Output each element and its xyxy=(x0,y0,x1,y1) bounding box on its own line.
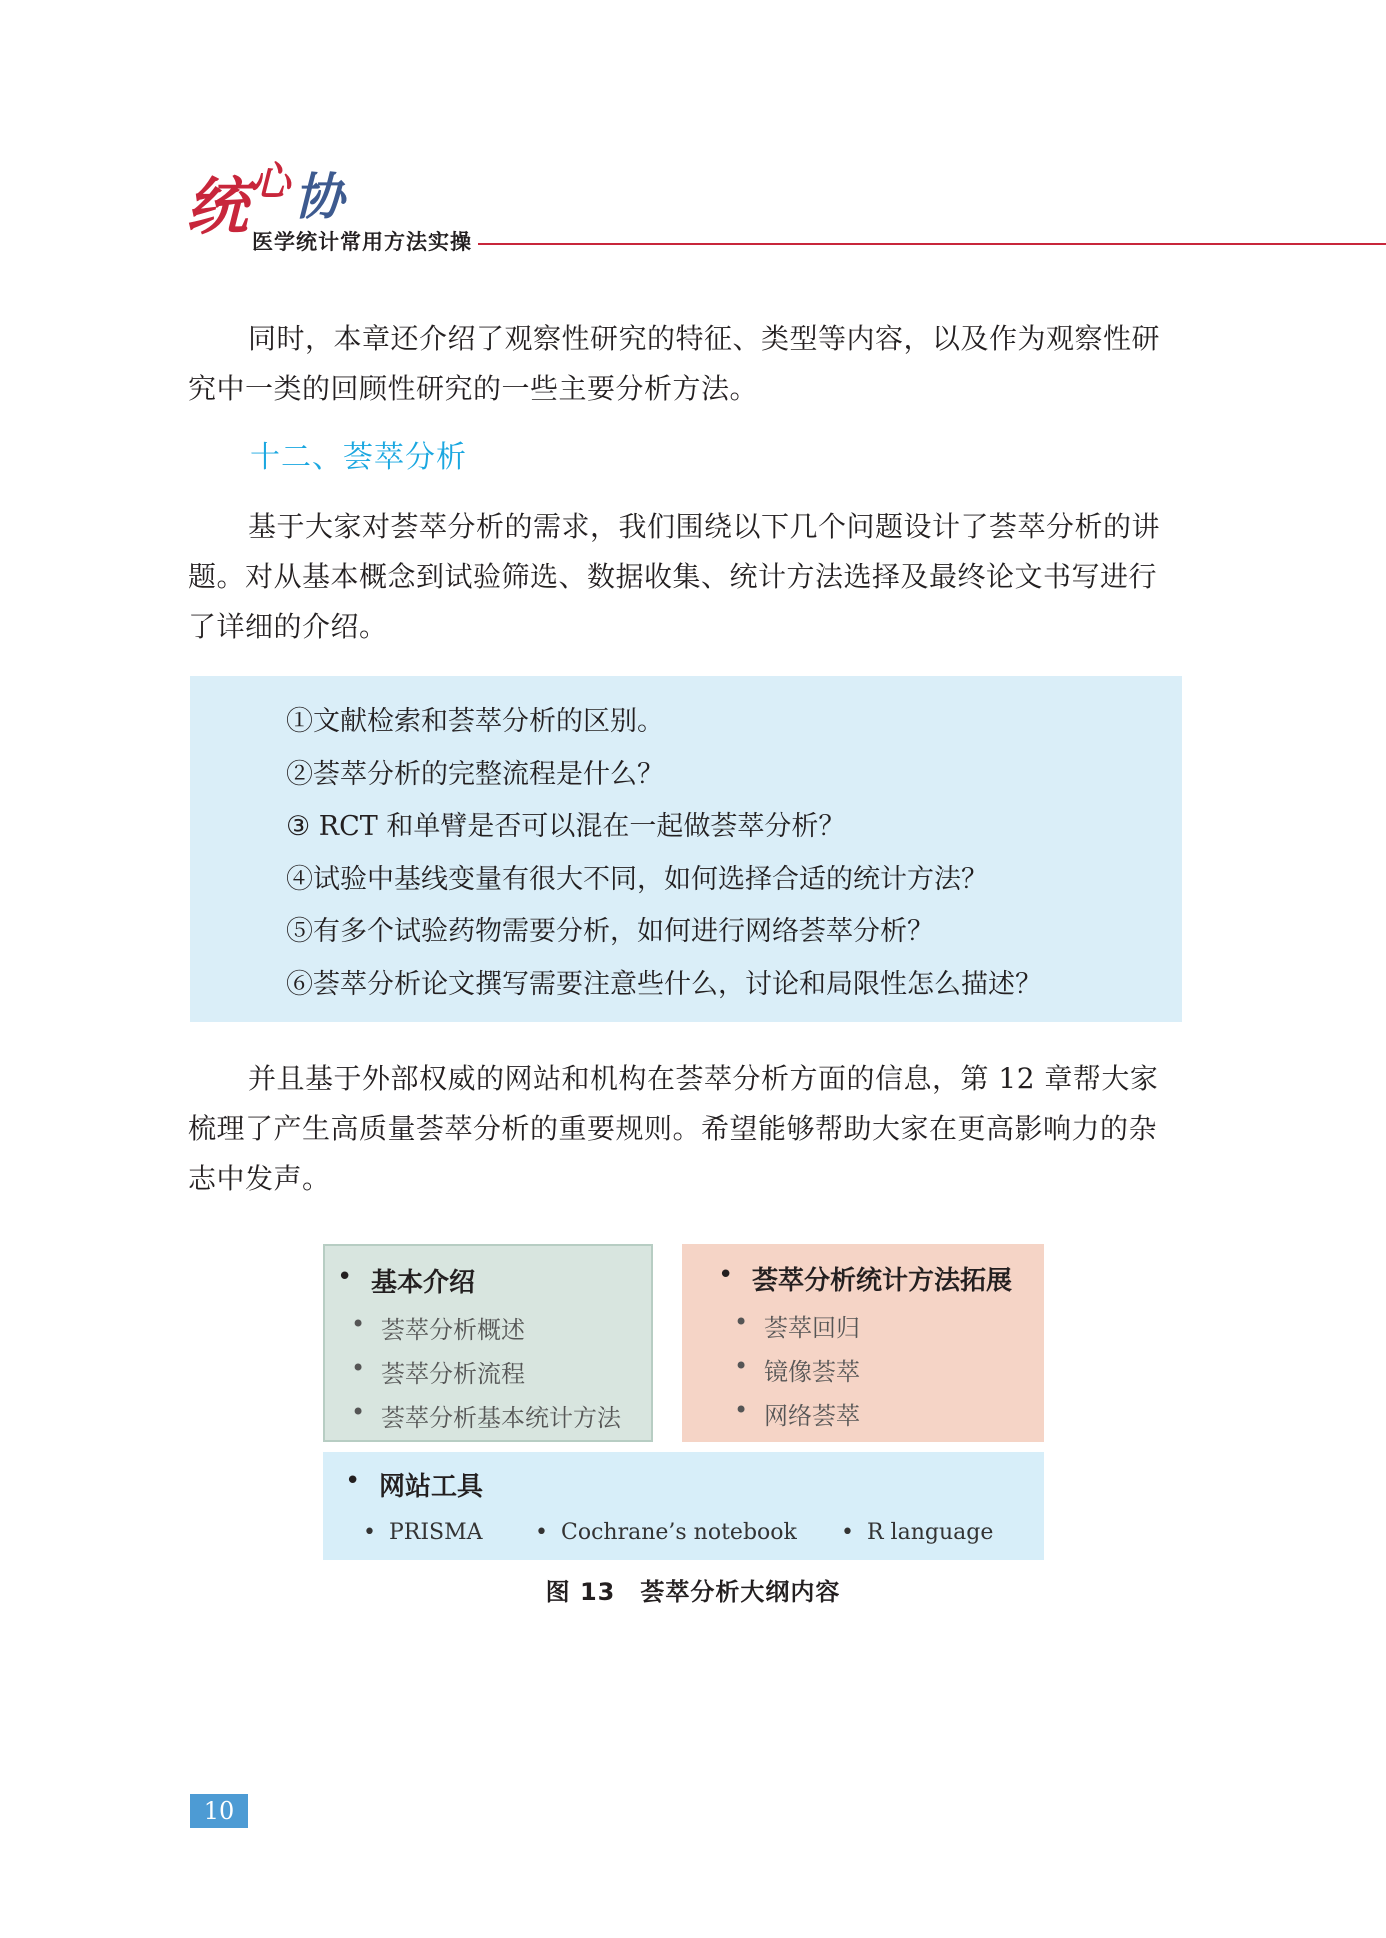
figure-basic-title: • 基本介绍 xyxy=(371,1262,475,1299)
page-number: 10 xyxy=(190,1794,248,1828)
paragraph-observational: 同时，本章还介绍了观察性研究的特征、类型等内容，以及作为观察性研究中一类的回顾性研究的一些主要分析方法。 xyxy=(188,322,1161,405)
logo-char-xin: 心 xyxy=(250,158,290,205)
figure-extension-item: • 荟萃回归 xyxy=(764,1308,860,1343)
figure-extension-item: • 镜像荟萃 xyxy=(764,1352,860,1387)
figure-tools-title: • 网站工具 xyxy=(379,1466,483,1503)
paragraph-meta-intro: 基于大家对荟萃分析的需求，我们围绕以下几个问题设计了荟萃分析的讲题。对从基本概念到试验筛选、数据收集、统计方法选择及最终论文书写进行了详细的介绍。 xyxy=(188,510,1161,643)
book-subtitle: 医学统计常用方法实操 xyxy=(252,229,472,254)
figure-extension-item: • 网络荟萃 xyxy=(764,1396,860,1431)
question-item: ④试验中基线变量有很大不同，如何选择合适的统计方法？ xyxy=(286,863,988,895)
figure-tools-box xyxy=(323,1452,1044,1560)
paragraph-rules: 并且基于外部权威的网站和机构在荟萃分析方面的信息，第 12 章帮大家梳理了产生高质量荟萃分析的重要规则。希望能够帮助大家在更高影响力的杂志中发声。 xyxy=(188,1062,1159,1195)
figure-basic-item: • 荟萃分析概述 xyxy=(381,1310,525,1345)
header-divider xyxy=(478,243,1386,245)
figure-basic-item: • 荟萃分析基本统计方法 xyxy=(381,1398,621,1433)
question-item: ⑥荟萃分析论文撰写需要注意些什么，讨论和局限性怎么描述？ xyxy=(286,968,1042,1000)
question-item: ③ RCT 和单臂是否可以混在一起做荟萃分析？ xyxy=(286,811,846,842)
question-item: ①文献检索和荟萃分析的区别。 xyxy=(286,706,664,737)
logo-char-xie: 协 xyxy=(294,167,344,226)
figure-extension-box xyxy=(682,1244,1044,1442)
logo-char-tong: 统 xyxy=(186,170,249,243)
question-item: ②荟萃分析的完整流程是什么？ xyxy=(286,758,664,790)
question-list xyxy=(286,696,1042,1011)
question-box xyxy=(190,676,1182,1022)
figure-tool-item: • Cochrane’s notebook xyxy=(561,1520,797,1545)
figure-basic-intro-box xyxy=(323,1244,653,1442)
figure-caption: 图 13 荟萃分析大纲内容 xyxy=(545,1578,841,1606)
figure-extension-title: • 荟萃分析统计方法拓展 xyxy=(752,1260,1012,1297)
figure-tool-item: • PRISMA xyxy=(389,1520,483,1545)
figure-basic-item: • 荟萃分析流程 xyxy=(381,1354,525,1389)
figure-tool-item: • R language xyxy=(867,1520,993,1545)
question-item: ⑤有多个试验药物需要分析，如何进行网络荟萃分析？ xyxy=(286,916,934,947)
section-heading: 十二、荟萃分析 xyxy=(250,440,467,475)
